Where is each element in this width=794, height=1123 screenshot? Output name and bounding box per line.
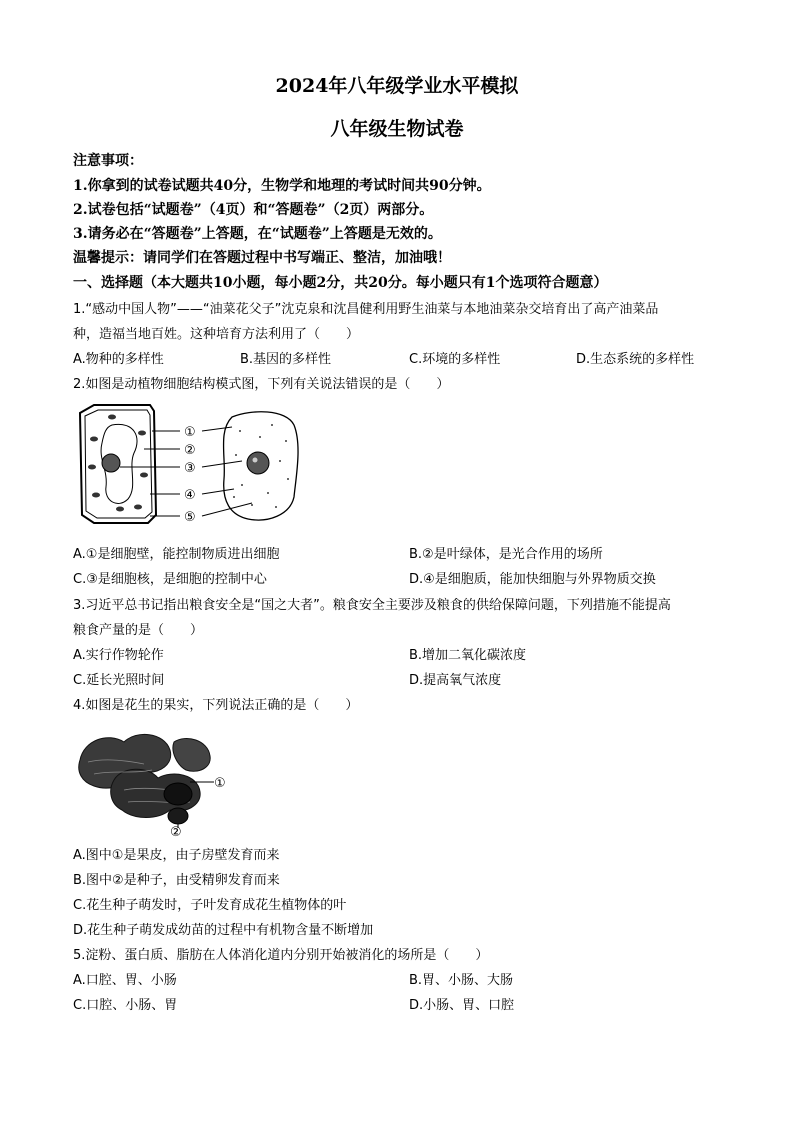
q2-option-a: A.①是细胞壁，能控制物质进出细胞 [73, 547, 280, 562]
label-1: ① [184, 425, 196, 440]
q1-option-b: B.基因的多样性 [240, 352, 332, 367]
q5-option-d: D.小肠、胃、口腔 [409, 998, 515, 1013]
q4-option-a: A.图中①是果皮，由子房壁发育而来 [73, 848, 280, 863]
q1-stem-line1: 1.“感动中国人物”——“油菜花父子”沈克泉和沈昌健利用野生油菜与本地油菜杂交培育出了高产油菜品 [73, 302, 659, 317]
plant-cell [80, 405, 156, 523]
q4-option-b: B.图中②是种子，由受精卵发育而来 [73, 873, 280, 888]
q3-stem-line1: 3.习近平总书记指出粮食安全是“国之大者”。粮食安全主要涉及粮食的供给保障问题，下列措施不能提高 [73, 598, 671, 613]
q4-option-d: D.花生种子萌发成幼苗的过程中有机物含量不断增加 [73, 923, 374, 938]
notice-item-1: 1.你拿到的试卷试题共40分，生物学和地理的考试时间共90分钟。 [73, 178, 491, 194]
cell-structure-diagram [72, 397, 312, 537]
label-4: ④ [184, 488, 196, 503]
notice-heading: 注意事项： [73, 153, 143, 169]
notice-item-2: 2.试卷包括“试题卷”（4页）和“答题卷”（2页）两部分。 [73, 202, 434, 218]
q5-stem: 5.淀粉、蛋白质、脂肪在人体消化道内分别开始被消化的场所是（ ） [73, 948, 489, 963]
animal-cell [224, 412, 299, 520]
q1-option-d: D.生态系统的多样性 [576, 352, 695, 367]
label-2: ② [184, 443, 196, 458]
q3-stem-line2: 粮食产量的是（ ） [73, 623, 204, 638]
q5-option-a: A.口腔、胃、小肠 [73, 973, 177, 988]
notice-tip: 温馨提示：请同学们在答题过程中书写端正、整洁，加油哦！ [73, 250, 451, 266]
q3-option-a: A.实行作物轮作 [73, 648, 164, 663]
exam-subtitle: 八年级生物试卷 [330, 118, 464, 140]
label-3: ③ [184, 461, 196, 476]
q2-option-c: C.③是细胞核，是细胞的控制中心 [73, 572, 267, 587]
peanut-label-2: ② [170, 825, 182, 838]
q3-option-c: C.延长光照时间 [73, 673, 165, 688]
q2-stem: 2.如图是动植物细胞结构模式图，下列有关说法错误的是（ ） [73, 377, 450, 392]
q3-option-b: B.增加二氧化碳浓度 [409, 648, 527, 663]
label-5: ⑤ [184, 510, 196, 525]
peanut-pods [79, 734, 210, 824]
q5-option-c: C.口腔、小肠、胃 [73, 998, 178, 1013]
q5-option-b: B.胃、小肠、大肠 [409, 973, 514, 988]
q4-stem: 4.如图是花生的果实，下列说法正确的是（ ） [73, 698, 359, 713]
q1-stem-line2: 种，造福当地百姓。这种培育方法利用了（ ） [73, 327, 360, 342]
notice-item-3: 3.请务必在“答题卷”上答题，在“试题卷”上答题是无效的。 [73, 226, 442, 242]
diagram-labels [184, 425, 196, 525]
q4-option-c: C.花生种子萌发时，子叶发育成花生植物体的叶 [73, 898, 347, 913]
q1-option-c: C.环境的多样性 [409, 352, 501, 367]
q2-option-b: B.②是叶绿体，是光合作用的场所 [409, 547, 603, 562]
section-heading: 一、选择题（本大题共10小题，每小题2分，共20分。每小题只有1个选项符合题意） [73, 275, 608, 291]
peanut-fruit-image [74, 720, 244, 838]
peanut-label-1: ① [214, 776, 226, 791]
q2-option-d: D.④是细胞质，能加快细胞与外界物质交换 [409, 572, 656, 587]
q3-option-d: D.提高氧气浓度 [409, 673, 502, 688]
q1-option-a: A.物种的多样性 [73, 352, 164, 367]
exam-title: 2024年八年级学业水平模拟 [275, 75, 519, 97]
